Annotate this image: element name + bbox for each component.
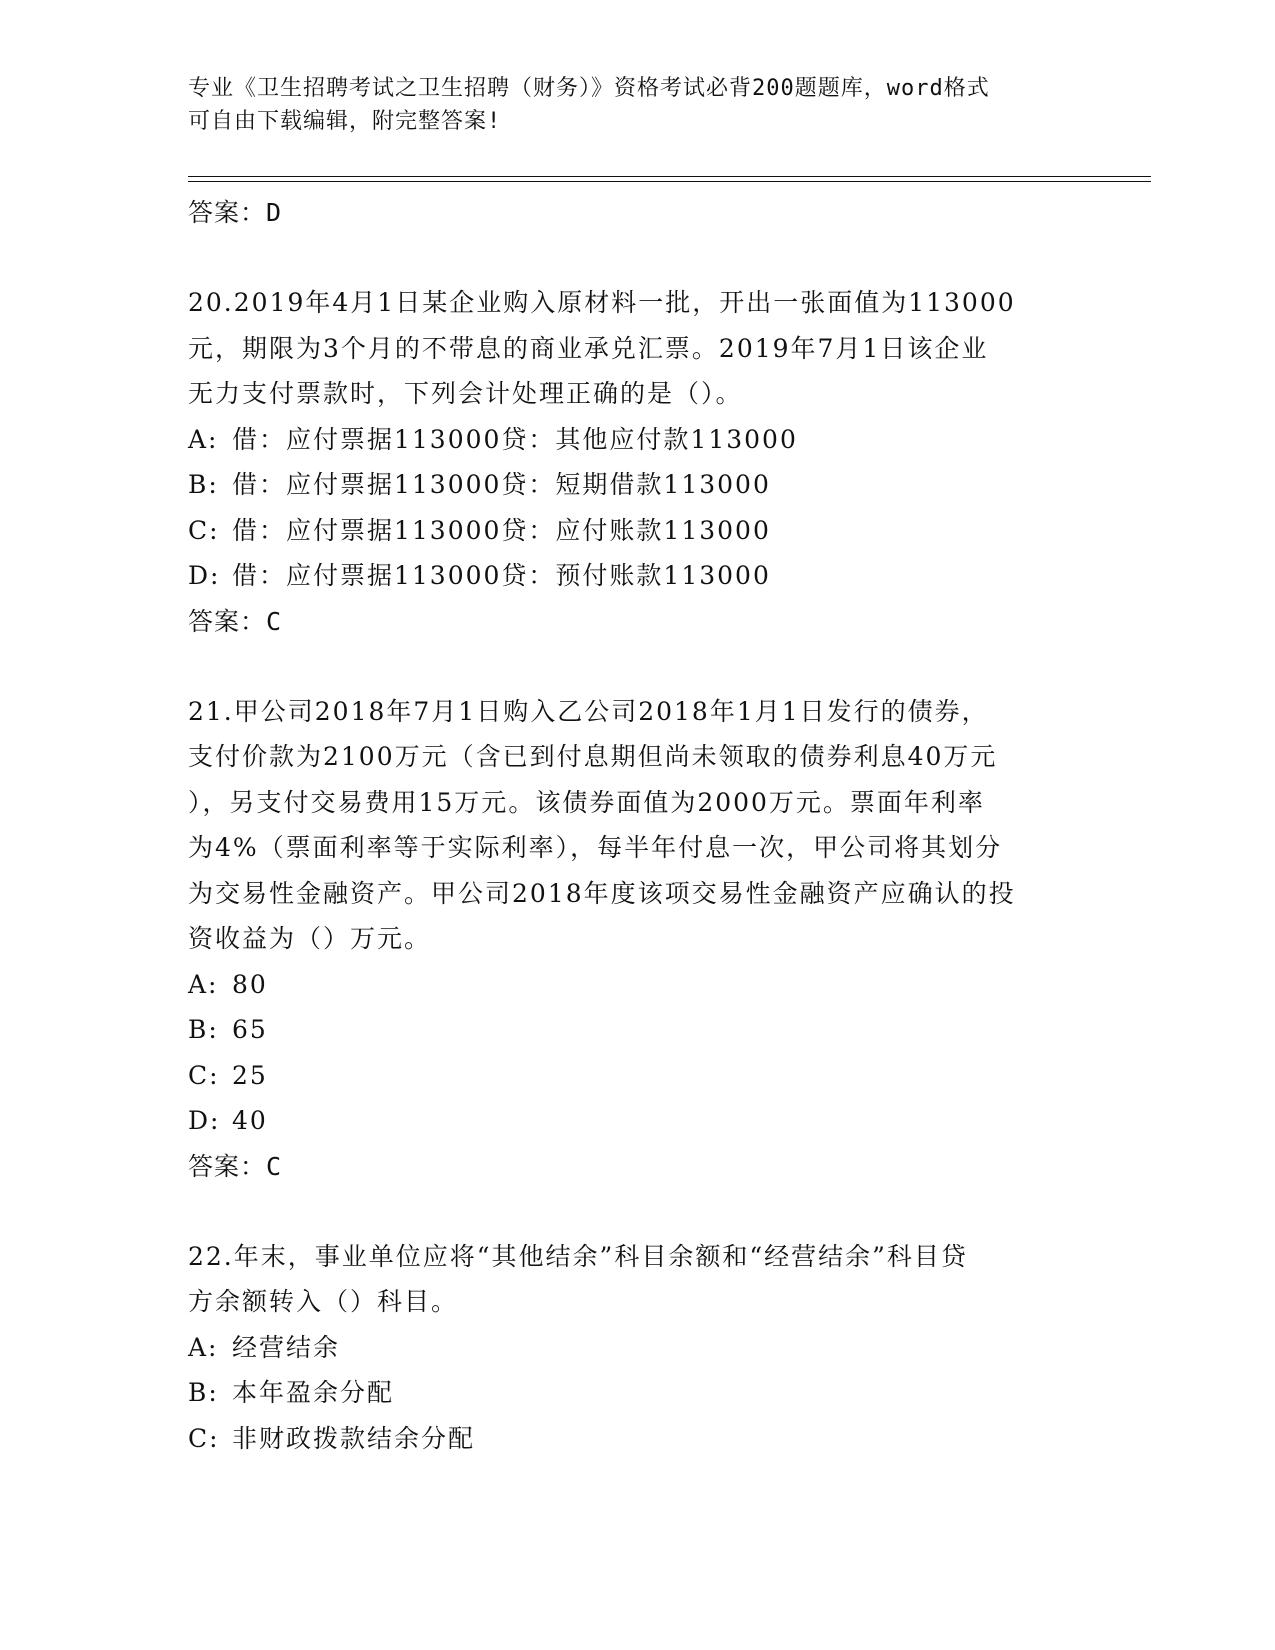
option-letter: A: (188, 1332, 219, 1362)
option-letter: D: (188, 1106, 221, 1135)
option-letter: A: (188, 424, 219, 454)
option-letter: C: (188, 1060, 220, 1090)
option-text: 65 (232, 1015, 268, 1044)
option-c (188, 1416, 1068, 1462)
question-stem-line: 20.2019年4月1日某企业购入原材料一批，开出一张面值为113000 (188, 288, 1016, 317)
option-text: 40 (232, 1106, 268, 1135)
header-line-1: 专业《卫生招聘考试之卫生招聘（财务）》资格考试必背200题题库，word格式 (188, 76, 990, 101)
option-letter: B: (188, 470, 219, 499)
question-stem-line: 为4%（票面利率等于实际利率），每半年付息一次，甲公司将其划分 (188, 833, 1003, 862)
option-letter: B: (188, 1378, 219, 1407)
question-stem-line: 元，期限为3个月的不带息的商业承兑汇票。2019年7月1日该企业 (188, 333, 989, 363)
option-a (188, 1325, 1068, 1371)
question-stem-line: 资收益为（）万元。 (188, 924, 432, 953)
answer-q19: 答案：D (188, 198, 283, 227)
page-header (188, 72, 1068, 138)
option-letter: B: (188, 1015, 219, 1044)
header-double-rule (188, 176, 1151, 182)
question-21 (188, 689, 1068, 1189)
question-stem-line: 支付价款为2100万元（含已到付息期但尚未领取的债券利息40万元 (188, 742, 998, 771)
question-stem-line: 为交易性金融资产。甲公司2018年度该项交易性金融资产应确认的投 (188, 878, 1016, 908)
option-text: 借：应付票据113000贷：预付账款113000 (232, 561, 771, 590)
option-letter: A: (188, 969, 219, 999)
option-b (188, 1370, 1068, 1416)
option-a (188, 962, 1068, 1008)
option-letter: C: (188, 1423, 220, 1453)
option-text: 借：应付票据113000贷：应付账款113000 (232, 515, 771, 545)
option-a (188, 417, 1068, 463)
question-22 (188, 1234, 1068, 1462)
question-stem-line: 21.甲公司2018年7月1日购入乙公司2018年1月1日发行的债券， (188, 696, 989, 726)
answer-q21: 答案：C (188, 1151, 283, 1181)
option-text: 经营结余 (232, 1332, 341, 1362)
option-text: 本年盈余分配 (232, 1378, 395, 1407)
question-stem-line: 方余额转入（）科目。 (188, 1287, 459, 1316)
option-b (188, 1007, 1068, 1053)
question-20 (188, 280, 1068, 644)
question-stem-line: 22.年末，事业单位应将“其他结余”科目余额和“经营结余”科目贷 (188, 1241, 968, 1271)
answer-q20: 答案：C (188, 606, 283, 636)
option-text: 借：应付票据113000贷：短期借款113000 (232, 470, 771, 499)
option-d (188, 553, 1068, 599)
option-text: 非财政拨款结余分配 (232, 1423, 476, 1453)
option-text: 80 (232, 969, 268, 999)
header-line-2: 可自由下载编辑，附完整答案! (188, 109, 502, 134)
document-body (188, 190, 1068, 1461)
option-text: 借：应付票据113000贷：其他应付款113000 (232, 424, 798, 454)
option-letter: C: (188, 515, 220, 545)
option-letter: D: (188, 561, 221, 590)
question-stem-line: ），另支付交易费用15万元。该债券面值为2000万元。票面年利率 (188, 787, 985, 817)
option-b (188, 462, 1068, 508)
option-d (188, 1098, 1068, 1144)
option-text: 25 (232, 1060, 268, 1090)
question-stem-line: 无力支付票款时，下列会计处理正确的是（）。 (188, 379, 743, 408)
option-c (188, 508, 1068, 554)
option-c (188, 1053, 1068, 1099)
